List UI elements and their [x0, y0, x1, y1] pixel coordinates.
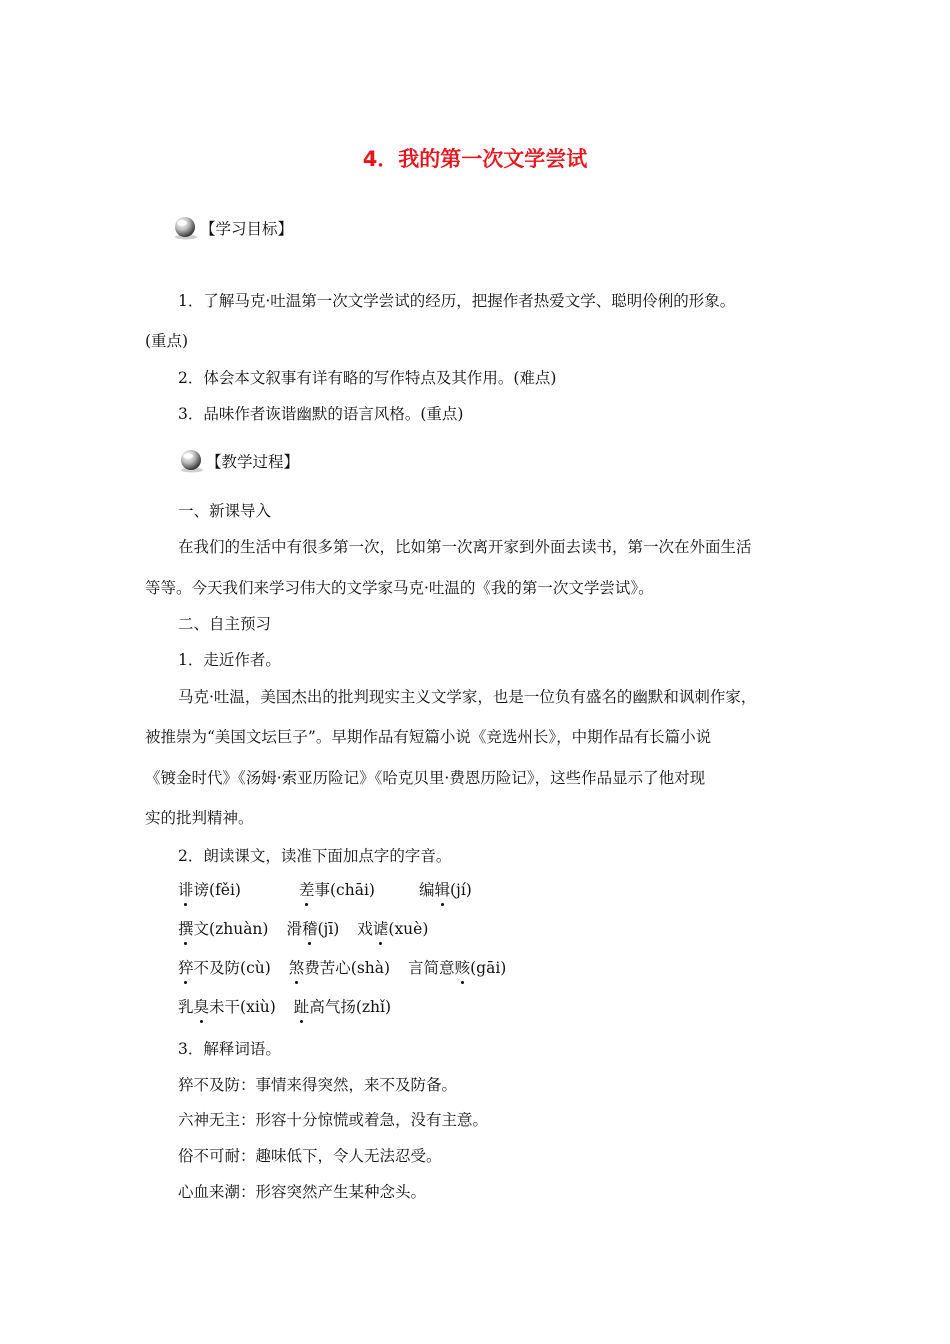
- sphere-icon: [172, 218, 198, 240]
- pron-word: 差事(chāi): [298, 881, 375, 899]
- goal-2: 2．体会本文叙事有详有略的写作特点及其作用。(难点): [178, 369, 557, 387]
- page-title: 4．我的第一次文学尝试: [362, 147, 588, 171]
- definition-line: 六神无主：形容十分惊慌或着急，没有主意。: [178, 1111, 489, 1129]
- author-paragraph-line: 实的批判精神。: [145, 809, 254, 827]
- pronunciation-row: [178, 957, 506, 979]
- preview-heading: 二、自主预习: [178, 615, 272, 633]
- intro-heading: 一、新课导入: [178, 502, 272, 520]
- author-paragraph-line: 《镀金时代》《汤姆·索亚历险记》《哈克贝里·费恩历险记》，这些作品显示了他对现: [145, 769, 706, 787]
- pron-word: 言简意赅(gāi): [408, 959, 507, 977]
- definition-line: 俗不可耐：趣味低下，令人无法忍受。: [178, 1147, 442, 1165]
- section-label: 【教学过程】: [206, 453, 300, 471]
- pron-word: 滑稽(jī): [286, 920, 340, 938]
- author-paragraph-line: 被推崇为“美国文坛巨子”。早期作品有短篇小说《竞选州长》，中期作品有长篇小说: [145, 728, 712, 746]
- pron-word: 煞费苦心(shà): [288, 959, 391, 977]
- pron-word: 撰文(zhuàn): [178, 920, 269, 938]
- preview-item-2: 2．朗读课文，读准下面加点字的字音。: [178, 847, 452, 865]
- section-heading-goals: [172, 218, 293, 240]
- goal-3: 3．品味作者诙谐幽默的语言风格。(重点): [178, 405, 464, 423]
- pron-word: 趾高气扬(zhǐ): [293, 998, 392, 1016]
- section-heading-process: [178, 451, 299, 473]
- goal-1-note: (重点): [145, 332, 189, 350]
- pronunciation-row: [178, 879, 472, 901]
- definition-line: 心血来潮：形容突然产生某种念头。: [178, 1183, 427, 1201]
- preview-item-1: 1．走近作者。: [178, 651, 281, 669]
- goal-1: 1．了解马克·吐温第一次文学尝试的经历，把握作者热爱文学、聪明伶俐的形象。: [178, 292, 736, 310]
- pronunciation-row: [178, 918, 428, 940]
- pronunciation-row: [178, 996, 391, 1018]
- pron-word: 诽谤(fěi): [178, 881, 241, 899]
- preview-item-3: 3．解释词语。: [178, 1040, 281, 1058]
- pron-word: 乳臭未干(xiù): [178, 998, 276, 1016]
- intro-paragraph-line: 等等。今天我们来学习伟大的文学家马克·吐温的《我的第一次文学尝试》。: [145, 579, 654, 597]
- pron-word: 戏谑(xuè): [357, 920, 429, 938]
- definition-line: 猝不及防：事情来得突然，来不及防备。: [178, 1076, 458, 1094]
- author-paragraph-line: 马克·吐温，美国杰出的批判现实主义文学家，也是一位负有盛名的幽默和讽刺作家，: [178, 688, 757, 706]
- sphere-icon: [178, 451, 204, 473]
- intro-paragraph-line: 在我们的生活中有很多第一次，比如第一次离开家到外面去读书，第一次在外面生活: [178, 538, 752, 556]
- pron-word: 猝不及防(cù): [178, 959, 271, 977]
- section-label: 【学习目标】: [200, 220, 294, 238]
- pron-word: 编辑(jí): [418, 881, 472, 899]
